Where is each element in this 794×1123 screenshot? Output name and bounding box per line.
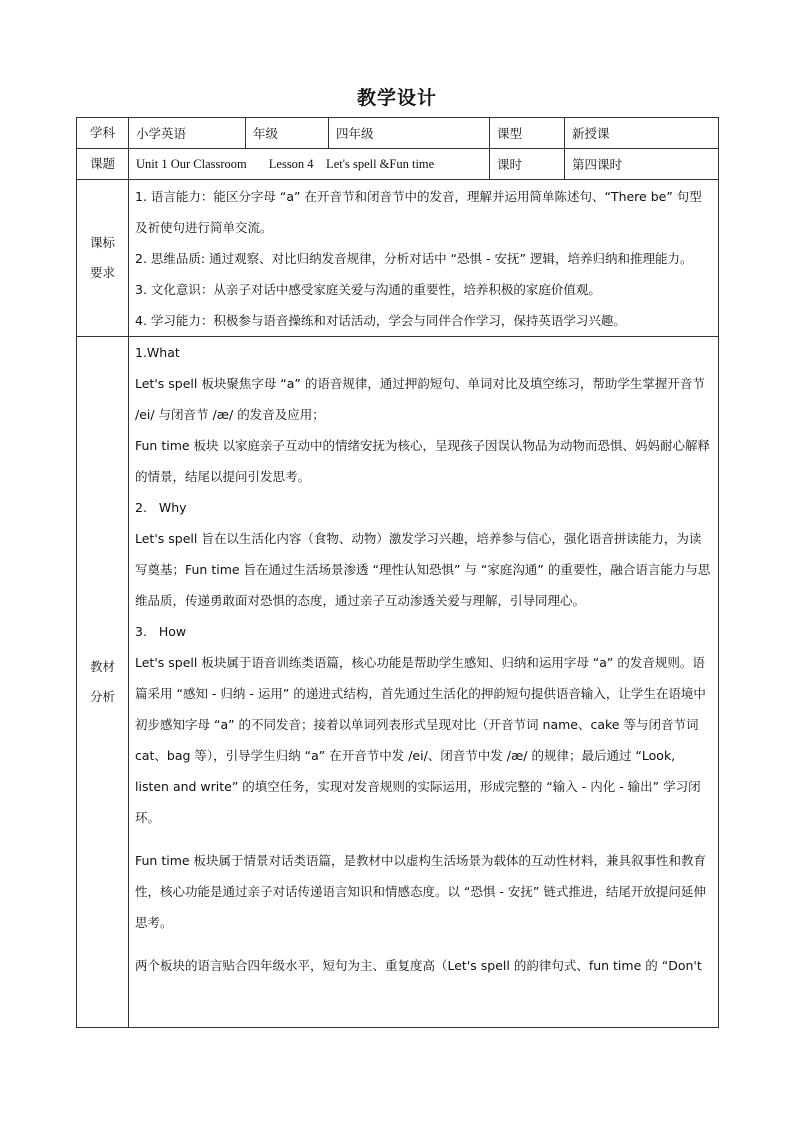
period-value: 第四课时 xyxy=(565,149,719,180)
period-label: 课时 xyxy=(490,149,565,180)
standards-content xyxy=(129,180,719,337)
topic-unit: Unit 1 Our Classroom xyxy=(136,156,247,171)
subject-row xyxy=(77,118,719,149)
topic-label: 课题 xyxy=(77,149,129,180)
standards-label-line2: 要求 xyxy=(89,265,115,280)
analysis-label-line1: 教材 xyxy=(89,659,115,674)
grade-value: 四年级 xyxy=(329,118,490,149)
standard-item-culture: 3. 文化意识：从亲子对话中感受家庭关爱与沟通的重要性，培养积极的家庭价值观。 xyxy=(135,282,601,297)
analysis-row xyxy=(77,337,719,1028)
analysis-label xyxy=(77,337,129,1028)
standard-item-learning: 4. 学习能力：积极参与语音操练和对话活动，学会与同伴合作学习，保持英语学习兴趣。 xyxy=(135,313,626,328)
how-paragraph-spell: Let's spell 板块属于语音训练类语篇，核心功能是帮助学生感知、归纳和运用字母 “a” 的发音规则。语篇采用 “感知 - 归纳 - 运用” 的递进式结构，首先通过生活化的押韵短句提供语音输入，让学生在语境中初步感知字母 “a” 的不同发音；接着以单词列表形式呈现对比（开音节词 name、cake 等与闭音节词 cat、bag 等），引导学生归纳 “a” 在开音节中发 /ei/、闭音节中发 /æ/ 的规律；最后通过 “Look, listen and write” 的填空任务，实现对发音规则的实际运用，形成完整的 “输入 - 内化 - 输出” 学习闭环。 xyxy=(135,655,706,825)
how-paragraph-funtime: Fun time 板块属于情景对话类语篇，是教材中以虚构生活场景为载体的互动性材料，兼具叙事性和教育性，核心功能是通过亲子对话传递语言知识和情感态度。以 “恐惧 - 安抚” 链式推进，结尾开放提问延伸思考。 xyxy=(135,853,707,930)
standards-label xyxy=(77,180,129,337)
standards-row xyxy=(77,180,719,337)
type-value: 新授课 xyxy=(565,118,719,149)
subject-value: 小学英语 xyxy=(129,118,246,149)
why-heading: 2. Why xyxy=(135,500,187,515)
page-title: 教学设计 xyxy=(356,87,437,109)
what-heading: 1.What xyxy=(135,345,180,360)
grade-label: 年级 xyxy=(246,118,329,149)
what-paragraph-funtime: Fun time 板块 以家庭亲子互动中的情绪安抚为核心，呈现孩子因误认物品为动物而恐惧、妈妈耐心解释的情景，结尾以提问引发思考。 xyxy=(135,438,711,484)
type-label: 课型 xyxy=(490,118,565,149)
topic-row xyxy=(77,149,719,180)
standard-item-thinking: 2. 思维品质: 通过观察、对比归纳发音规律，分析对话中 “恐惧 - 安抚” 逻辑，培养归纳和推理能力。 xyxy=(135,251,693,266)
how-heading: 3. How xyxy=(135,624,187,639)
how-paragraph-summary: 两个板块的语言贴合四年级水平，短句为主、重复度高（Let's spell 的韵律句式、fun time 的 “Don't xyxy=(135,958,702,973)
what-paragraph-spell: Let's spell 板块聚焦字母 “a” 的语音规律，通过押韵短句、单词对比及填空练习，帮助学生掌握开音节 /ei/ 与闭音节 /æ/ 的发音及应用； xyxy=(135,376,705,422)
lesson-plan-table xyxy=(76,117,719,1028)
why-paragraph: Let's spell 旨在以生活化内容（食物、动物）激发学习兴趣，培养参与信心，强化语音拼读能力，为读写奠基；Fun time 旨在通过生活场景渗透 “理性认知恐惧” 与 “家庭沟通” 的重要性，融合语言能力与思维品质，传递勇敢面对恐惧的态度，通过亲子互动渗透关爱与理解，引导同理心。 xyxy=(135,531,711,608)
topic-value xyxy=(129,149,490,180)
subject-label: 学科 xyxy=(77,118,129,149)
standards-label-line1: 课标 xyxy=(89,235,115,250)
standard-item-language: 1. 语言能力：能区分字母 “a” 在开音节和闭音节中的发音，理解并运用简单陈述句、“There be” 句型及祈使句进行简单交流。 xyxy=(135,189,702,235)
analysis-label-line2: 分析 xyxy=(89,689,115,704)
topic-lesson: Lesson 4 Let's spell &Fun time xyxy=(268,156,435,171)
analysis-content xyxy=(129,337,719,1028)
